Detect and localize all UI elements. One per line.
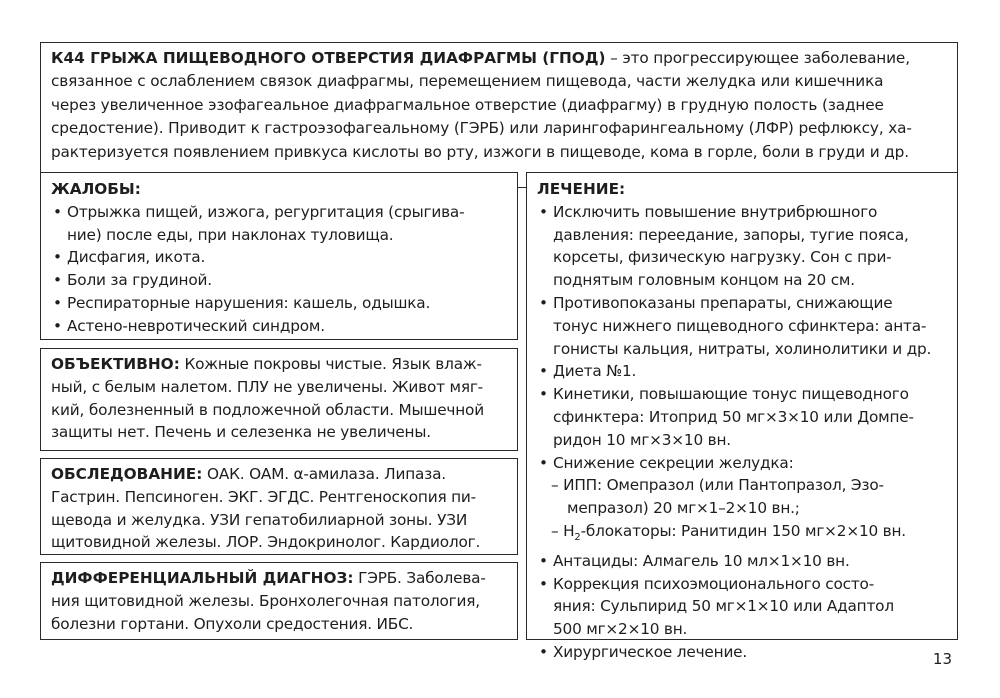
treatment-item-cont: сфинктера: Итоприд 50 мг×3×10 или Домпе- — [553, 407, 914, 426]
treatment-heading: ЛЕЧЕНИЕ: — [537, 180, 626, 198]
treatment-item-cont: яния: Сульпирид 50 мг×1×10 или Адаптол — [553, 597, 894, 616]
treatment-item: • Исключить повышение внутрибрюшного — [537, 201, 949, 224]
complaint-item: • Боли за грудиной. — [51, 269, 509, 292]
h2-subscript: 2 — [574, 532, 581, 543]
treatment-item-cont: корсеты, физическую нагрузку. Сон с при- — [553, 248, 892, 267]
treatment-item-cont: 500 мг×2×10 вн. — [553, 620, 688, 639]
page-number: 13 — [932, 650, 952, 668]
objective-line-2: ный, с белым налетом. ПЛУ не увеличены. Живот мяг- — [51, 377, 483, 396]
exam-box — [40, 458, 518, 555]
intro-line-3: через увеличенное эзофагеальное диафрагмальное отверстие (диафрагму) в грудную полость (заднее — [51, 95, 884, 114]
complaints-box — [40, 172, 518, 340]
diff-diagnosis-box — [40, 562, 518, 640]
complaint-item: • Отрыжка пищей, изжога, регургитация (срыгива- — [51, 201, 509, 224]
treatment-subitem-h2 — [537, 520, 949, 550]
treatment-item: • Коррекция психоэмоционального состо- — [537, 573, 949, 596]
h2-prefix: – Н — [551, 521, 575, 540]
intro-box — [40, 42, 958, 188]
objective-line-1-rest: Кожные покровы чистые. Язык влаж- — [179, 355, 482, 373]
intro-line-5: рактеризуется появлением привкуса кислоты во рту, изжоги в пищеводе, кома в горле, боли в груди и др. — [51, 142, 909, 161]
exam-line-3: щевода и желудка. УЗИ гепатобилиарной зоны. УЗИ — [51, 510, 468, 529]
diff-line-3: болезни гортани. Опухоли средостения. ИБС. — [51, 614, 414, 633]
intro-line-1 — [51, 47, 949, 70]
complaints-heading: ЖАЛОБЫ: — [51, 180, 141, 198]
objective-box — [40, 348, 518, 451]
intro-line-4: средостение). Приводит к гастроэзофагеальному (ГЭРБ) или ларингофарингеальному (ЛФР) рефлюксу, ха- — [51, 119, 912, 138]
treatment-item-cont: поднятым головным концом на 20 см. — [553, 271, 855, 290]
complaint-item: • Респираторные нарушения: кашель, одышка. — [51, 292, 509, 315]
complaint-item: • Астено-невротический синдром. — [51, 315, 509, 338]
treatment-item: • Противопоказаны препараты, снижающие — [537, 292, 949, 315]
treatment-item-cont: ридон 10 мг×3×10 вн. — [553, 430, 731, 449]
diff-line-1-rest: ГЭРБ. Заболева- — [353, 569, 486, 587]
treatment-subitem-ppi-cont: мепразол) 20 мг×1–2×10 вн.; — [567, 499, 800, 518]
complaint-item-cont: ние) после еды, при наклонах туловища. — [67, 225, 394, 244]
treatment-list — [537, 201, 949, 664]
objective-line-3: кий, болезненный в подложечной области. Мышечной — [51, 400, 484, 419]
exam-line-2: Гастрин. Пепсиноген. ЭКГ. ЭГДС. Рентгеноскопия пи- — [51, 487, 476, 506]
complaints-list — [51, 201, 509, 338]
exam-line-1-rest: ОАК. ОАМ. α-амилаза. Липаза. — [202, 465, 446, 483]
treatment-item-cont: тонус нижнего пищеводного сфинктера: анта- — [553, 316, 927, 335]
treatment-subitem-ppi: – ИПП: Омепразол (или Пантопразол, Эзо- — [551, 476, 884, 495]
exam-line-4: щитовидной железы. ЛОР. Эндокринолог. Кардиолог. — [51, 533, 481, 552]
complaint-item: • Дисфагия, икота. — [51, 246, 509, 269]
treatment-item-cont: гонисты кальция, нитраты, холинолитики и др. — [553, 339, 932, 358]
intro-line-1-rest: – это прогрессирующее заболевание, — [605, 49, 910, 67]
diff-line-2: ния щитовидной железы. Бронхолегочная патология, — [51, 591, 480, 610]
objective-line-1 — [51, 353, 509, 376]
treatment-item: • Кинетики, повышающие тонус пищеводного — [537, 383, 949, 406]
treatment-item-cont: давления: переедание, запоры, тугие пояса, — [553, 225, 909, 244]
exam-heading: ОБСЛЕДОВАНИЕ: — [51, 465, 203, 483]
intro-heading: К44 ГРЫЖА ПИЩЕВОДНОГО ОТВЕРСТИЯ ДИАФРАГМЫ (ГПОД) — [51, 49, 606, 67]
intro-line-2: связанное с ослаблением связок диафрагмы, перемещением пищевода, части желудка или кишечника — [51, 72, 884, 91]
h2-rest: -блокаторы: Ранитидин 150 мг×2×10 вн. — [580, 521, 906, 540]
treatment-item: • Антациды: Алмагель 10 мл×1×10 вн. — [537, 550, 949, 573]
treatment-item: • Снижение секреции желудка: — [537, 452, 949, 475]
exam-line-1 — [51, 463, 509, 486]
treatment-item: • Диета №1. — [537, 360, 949, 383]
diff-line-1 — [51, 567, 509, 590]
diff-heading: ДИФФЕРЕНЦИАЛЬНЫЙ ДИАГНОЗ: — [51, 569, 354, 587]
objective-heading: ОБЪЕКТИВНО: — [51, 355, 180, 373]
treatment-item: • Хирургическое лечение. — [537, 641, 949, 664]
objective-line-4: защиты нет. Печень и селезенка не увеличены. — [51, 423, 431, 442]
